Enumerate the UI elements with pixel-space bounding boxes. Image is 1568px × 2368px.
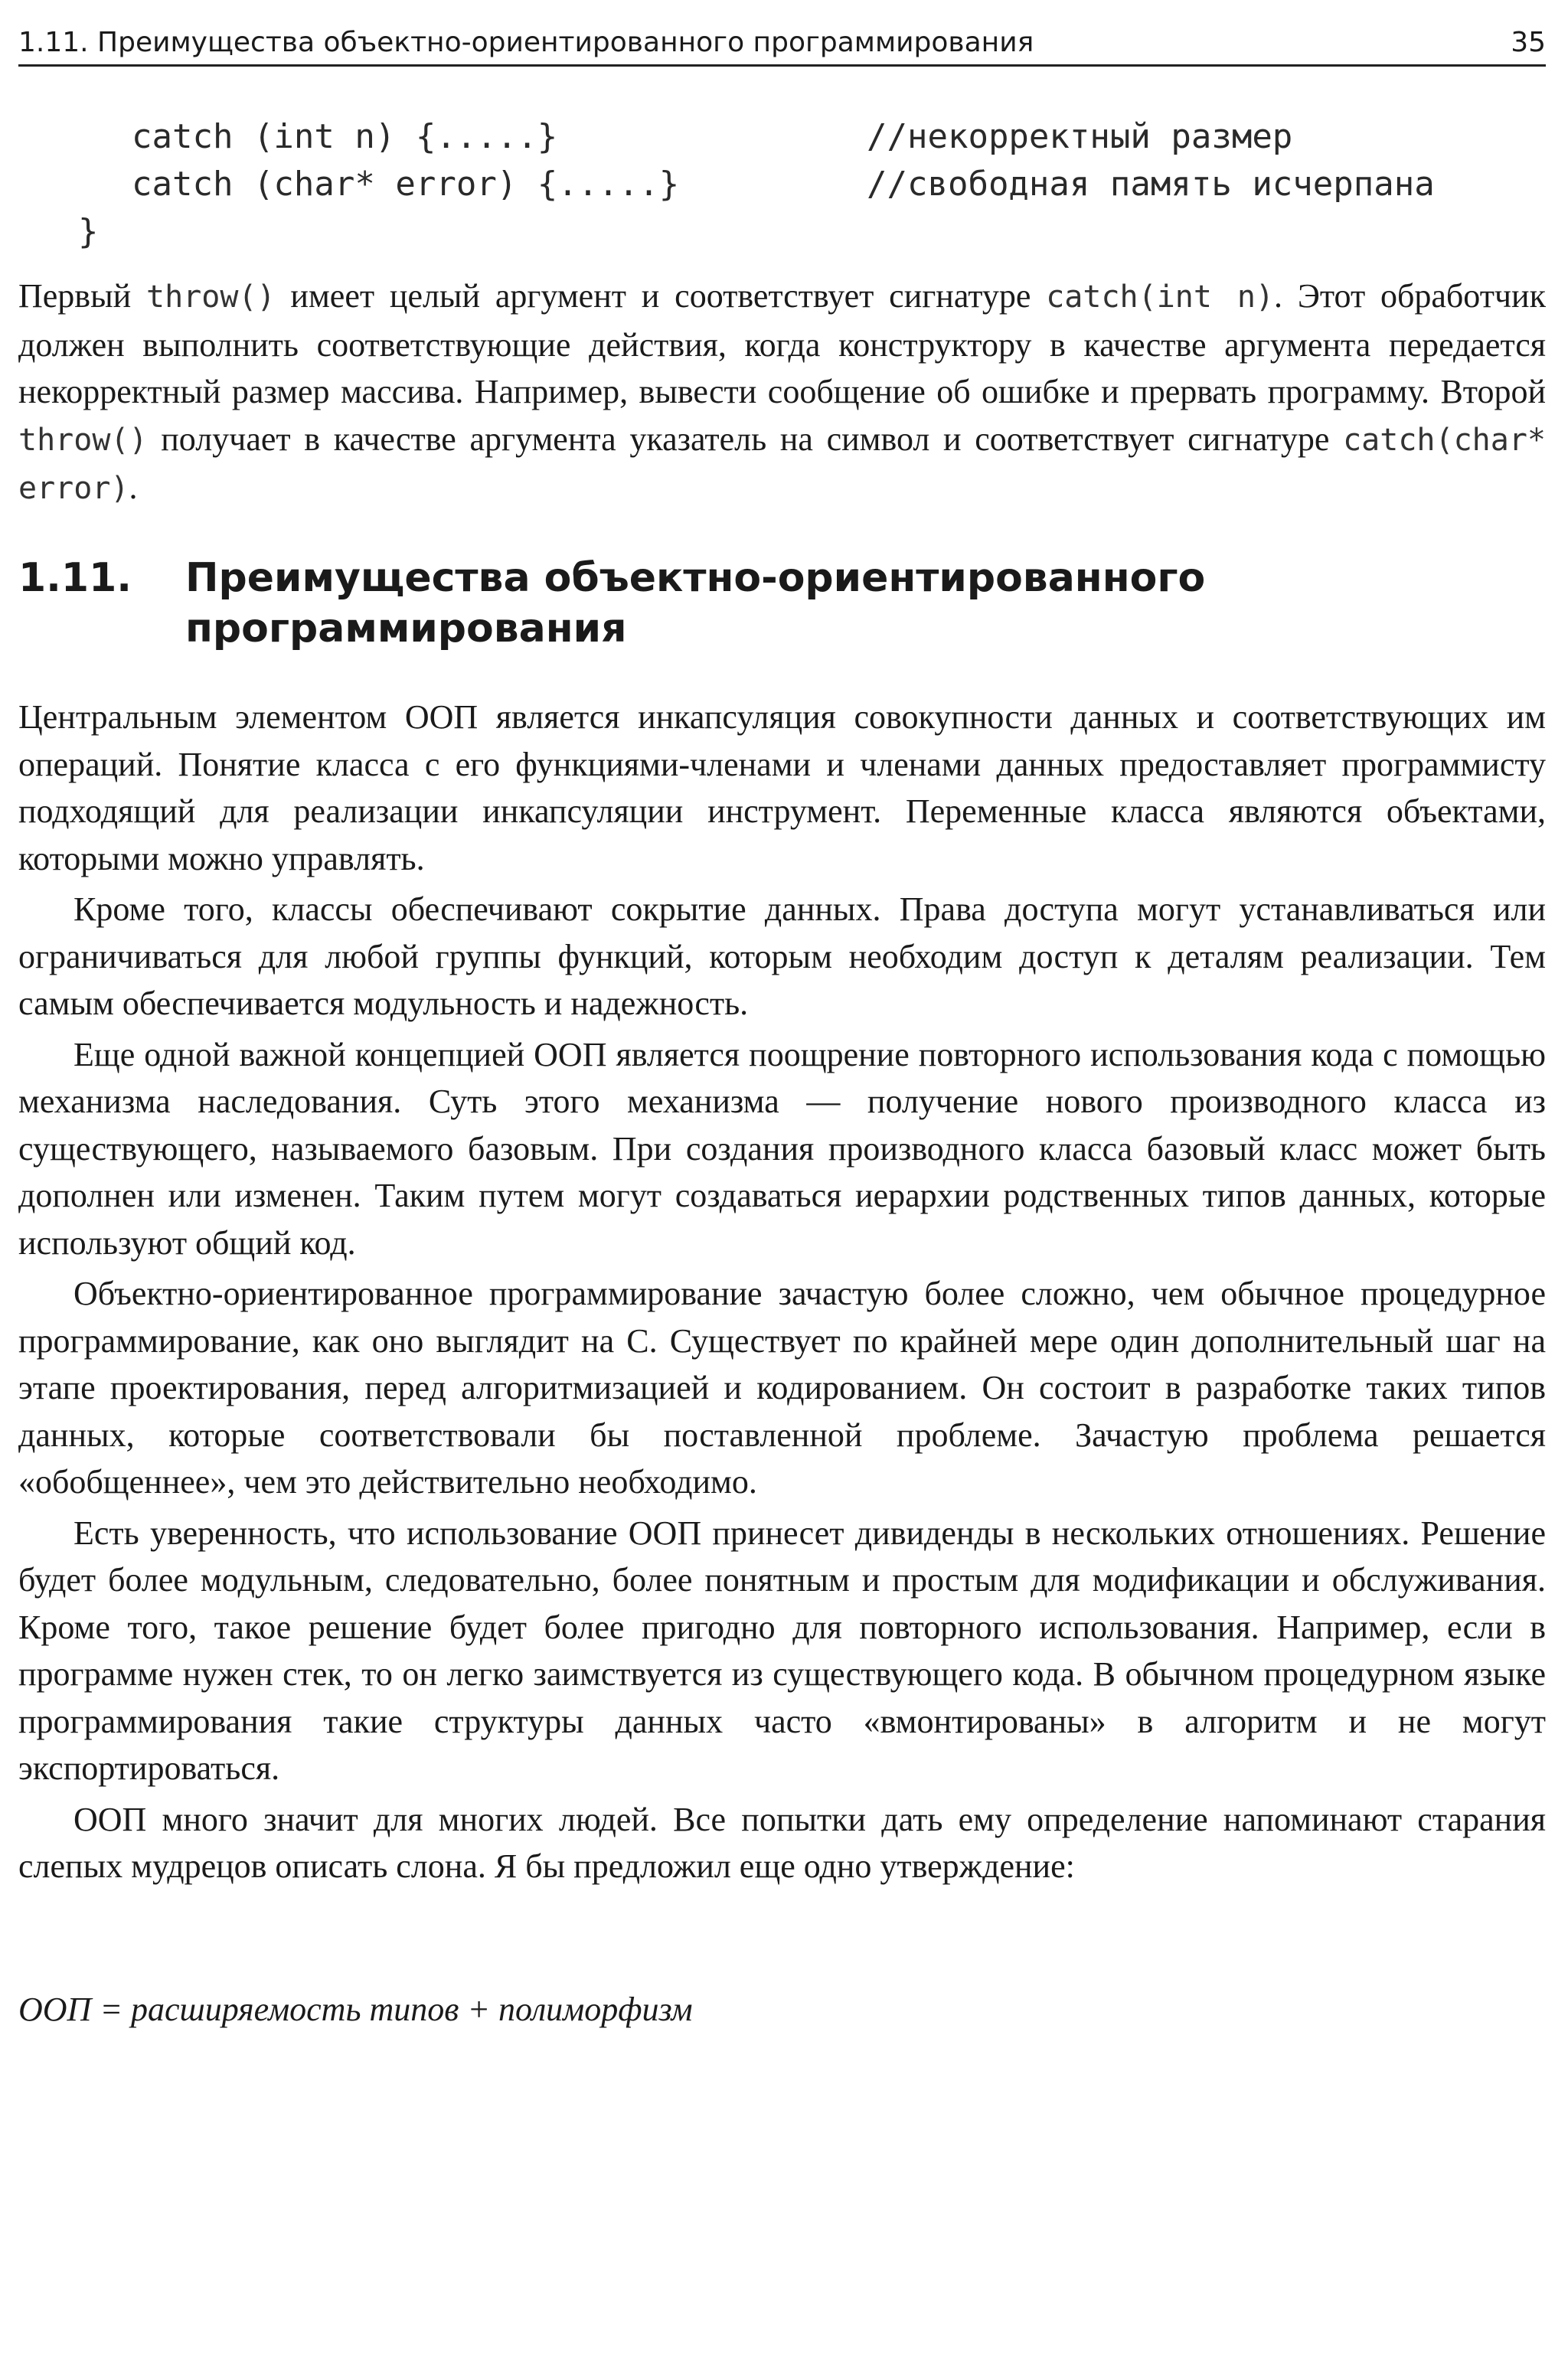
- code-comment: //некорректный размер: [867, 117, 1293, 156]
- inline-code: catch(int n): [1046, 279, 1275, 315]
- text-run: Первый: [18, 277, 147, 315]
- paragraph: Есть уверенность, что использование ООП принесет дивиденды в нескольких отношениях. Решение будет более модульным, следовательно, более понятным и простым для модификации и обслуживания. Кроме того, такое решение будет более пригодно для повторного использования. Например, если в программе нужен стек, то он легко заимствуется из существующего кода. В обычном процедурном языке программирования такие структуры данных часто «вмонтированы» в алгоритм и не могут экспортироваться.: [18, 1514, 1546, 1787]
- page-number: 35: [1511, 27, 1546, 58]
- formula: ООП = расширяемость типов + полиморфизм: [18, 1991, 693, 2028]
- inline-code: throw(): [18, 422, 148, 458]
- code-line: [18, 161, 1546, 208]
- text-run: имеет целый аргумент и соответствует сигнатуре: [275, 277, 1047, 315]
- running-header: [18, 21, 1546, 67]
- intro-paragraph: [18, 273, 1546, 513]
- section-title: Преимущества объектно-ориентированного программирования: [185, 555, 1206, 652]
- code-comment: //свободная память исчерпана: [867, 165, 1435, 204]
- book-page: [18, 0, 1546, 2368]
- text-run: . Этот обработчик должен выполнить соответствующие действия, когда конструктору в качестве аргумента передается некорректный размер массива. Например, вывести сообщение об ошибке и прервать программу. Второй: [18, 277, 1546, 410]
- section-number: 1.11.: [18, 555, 132, 601]
- paragraph: Центральным элементом ООП является инкапсуляция совокупности данных и соответствующих им операций. Понятие класса с его функциями-членами и членами данных предоставляет программисту подходящий для реализации инкапсуляции инструмент. Переменные класса являются объектами, которыми можно управлять.: [18, 698, 1546, 877]
- paragraph: Объектно-ориентированное программирование зачастую более сложно, чем обычное процедурное программирование, как оно выглядит на С. Существует по крайней мере один дополнительный шаг на этапе проектирования, перед алгоритмизацией и кодированием. Он состоит в разработке таких типов данных, которые соответствовали бы поставленной проблеме. Зачастую проблема решается «обобщеннее», чем это действительно необходимо.: [18, 1275, 1546, 1501]
- paragraph: Еще одной важной концепцией ООП является поощрение повторного использования кода с помощью механизма наследования. Суть этого механизма — получение нового производного класса из существующего, называемого базовым. При создания производного класса базовый класс может быть дополнен или изменен. Таким путем могут создаваться иерархии родственных типов данных, которые используют общий код.: [18, 1035, 1546, 1262]
- code-statement: catch (char* error) {.....}: [132, 165, 680, 204]
- code-closing-brace: }: [78, 212, 99, 251]
- inline-code: throw(): [146, 279, 276, 315]
- text-run: .: [129, 469, 138, 506]
- inline-code: catch(char* error): [18, 422, 1546, 506]
- running-title: 1.11. Преимущества объектно-ориентированного программирования: [18, 27, 1034, 58]
- code-listing: [18, 113, 1546, 256]
- text-run: получает в качестве аргумента указатель на символ и соответствует сигнатуре: [147, 420, 1344, 458]
- section-body: [18, 694, 1546, 1894]
- paragraph: Кроме того, классы обеспечивают сокрытие данных. Права доступа могут устанавливаться или ограничиваться для любой группы функций, которым необходим доступ к деталям реализации. Тем самым обеспечивается модульность и надежность.: [18, 890, 1546, 1022]
- paragraph: ООП много значит для многих людей. Все попытки дать ему определение напоминают старания слепых мудрецов описать слона. Я бы предложил еще одно утверждение:: [18, 1800, 1546, 1885]
- paragraph: [18, 273, 1546, 513]
- code-line: [18, 208, 1546, 256]
- code-line: [18, 113, 1546, 161]
- code-statement: catch (int n) {.....}: [132, 117, 558, 156]
